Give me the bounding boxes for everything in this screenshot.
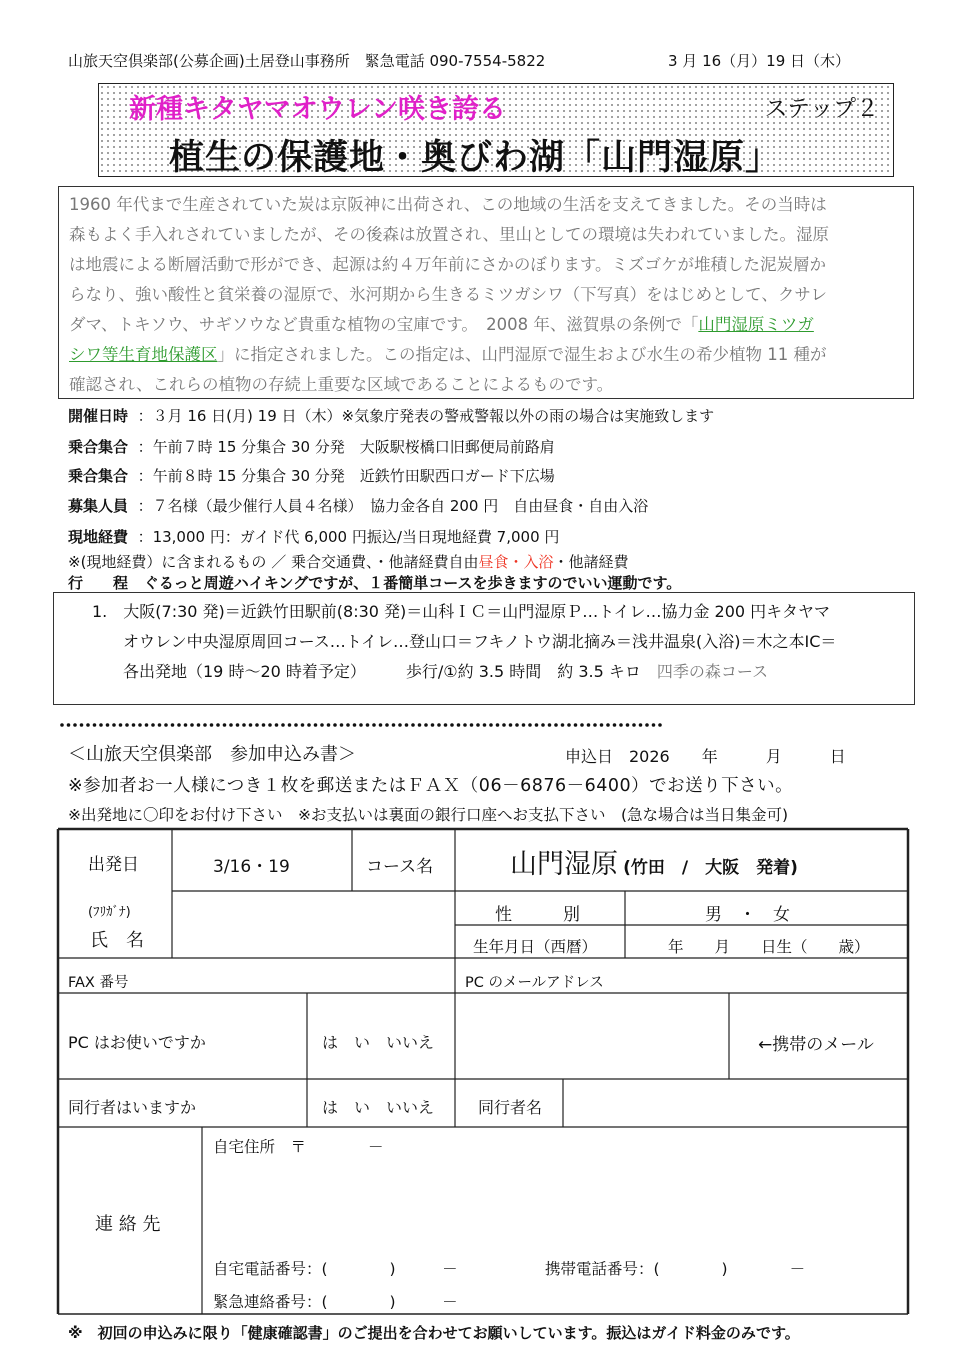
included-suffix: ・他諸経費 bbox=[553, 553, 629, 571]
home-phone-label[interactable]: 自宅電話番号：( ) － bbox=[213, 1260, 458, 1278]
companion-name-label: 同行者名 bbox=[478, 1098, 543, 1117]
meeting-point-2-label: 乗合集合 bbox=[68, 467, 129, 485]
gender-label: 性 別 bbox=[495, 905, 580, 925]
birthdate-label: 生年月日（西暦） bbox=[473, 938, 598, 956]
meeting-point-1-label: 乗合集合 bbox=[68, 438, 129, 456]
itinerary-text: 各出発地（19 時～20 時着予定） 歩行/①約 3.5 時間 約 3.5 キロ bbox=[123, 662, 657, 681]
pc-use-label: PC はお使いですか bbox=[68, 1033, 206, 1052]
mobile-phone-label[interactable]: 携帯電話番号：( ) － bbox=[545, 1260, 806, 1278]
event-date-value: ：３月 16 日(月) 19 日（木）※気象庁発表の警戒警報以外の雨の場合は実施致します bbox=[137, 407, 715, 425]
main-title: 植生の保護地・奥びわ湖「山門湿原」 bbox=[169, 138, 782, 178]
companion-name-input[interactable] bbox=[565, 1081, 906, 1125]
pc-email-label: PC のメールアドレス bbox=[465, 975, 604, 991]
included-highlight: 昼食・入浴 bbox=[478, 553, 554, 571]
meeting-point-1-value: ：午前７時 15 分集合 30 分発 大阪駅桜橋口旧郵便局前路肩 bbox=[137, 438, 555, 456]
companion-label: 同行者はいますか bbox=[68, 1098, 197, 1117]
intro-text: 」に指定されました。この指定は、山門湿原で湿生および水生の希少植物 11 種が bbox=[217, 345, 827, 364]
departure-label: 出発日 bbox=[88, 855, 139, 875]
meeting-point-2-value: ：午前８時 15 分集合 30 分発 近鉄竹田駅西口ガード下広場 bbox=[137, 467, 555, 485]
subtitle: 新種キタヤマオウレン咲き誇る bbox=[129, 94, 507, 125]
payment-note: ※出発地に〇印をお付け下さい ※お支払いは裏面の銀行口座へお支払下さい (急な場合は当日集金可) bbox=[68, 806, 789, 824]
emergency-phone-label[interactable]: 緊急連絡番号：( ) － bbox=[213, 1293, 458, 1311]
event-date-label: 開催日時 bbox=[68, 407, 129, 425]
address-label[interactable]: 自宅住所 〒 － bbox=[213, 1138, 384, 1156]
itinerary-line: オウレン中央湿原周回コース…トイレ…登山口＝フキノトウ湖北摘み＝浅井温泉(入浴)＝木之本IC＝ bbox=[123, 632, 837, 651]
itinerary-summary: ぐるっと周遊ハイキングですが、１番簡単コースを歩きますのでいい運動です。 bbox=[143, 574, 682, 592]
departure-value: 3/16・19 bbox=[213, 857, 290, 877]
course-name-field bbox=[510, 842, 798, 881]
cost-value: ：13,000 円：ガイド代 6,000 円振込/当日現地経費 7,000 円 bbox=[137, 528, 560, 546]
protected-area-link[interactable]: 山門湿原ミツガ bbox=[698, 315, 814, 334]
cut-line-divider: ･････････････････････････････････････････････････････････････････････････････････････････････ bbox=[58, 716, 663, 735]
birthdate-input[interactable]: 年 月 日生（ 歳） bbox=[668, 938, 870, 956]
intro-line: 1960 年代まで生産されていた炭は京阪神に出荷され、この地域の生活を支えてきました。その当時は bbox=[69, 195, 827, 214]
name-label: 氏 名 bbox=[90, 930, 144, 951]
mobile-email-label: ←携帯のメール bbox=[758, 1035, 874, 1055]
intro-line: は地震による断層活動で形ができ、起源は約４万年前にさかのぼります。ミズゴケが堆積した泥炭層か bbox=[69, 255, 827, 274]
organizer-info: 山旅天空倶楽部(公募企画)土居登山事務所 緊急電話 090-7554-5822 bbox=[68, 52, 546, 70]
step-label: ステップ２ bbox=[764, 96, 879, 122]
furigana-label: (ﾌﾘｶﾞﾅ) bbox=[88, 905, 131, 920]
submission-note: ※参加者お一人様につき１枚を郵送またはＦＡＸ（06－6876－6400）でお送り下さい。 bbox=[68, 776, 794, 796]
course-label: コース名 bbox=[366, 857, 434, 877]
contact-label: 連 絡 先 bbox=[95, 1214, 161, 1235]
intro-line: らなり、強い酸性と貧栄養の湿原で、氷河期から生きるミツガシワ（下写真）をはじめとして、クサレ bbox=[69, 285, 828, 304]
intro-line: 森もよく手入れされていましたが、その後森は放置され、里山としての環境は失われていました。湿原 bbox=[69, 225, 829, 244]
recruit-value: ：７名様（最少催行人員４名様） 協力金各自 200 円 自由昼食・自由入浴 bbox=[137, 497, 649, 515]
pc-use-options[interactable]: は い いいえ bbox=[322, 1033, 435, 1052]
course-departure-points: (竹田 / 大阪 発着) bbox=[623, 858, 798, 878]
gender-options[interactable]: 男 ・ 女 bbox=[705, 905, 790, 925]
course-name-text: 四季の森コース bbox=[656, 662, 769, 681]
included-prefix: ※(現地経費）に含まれるもの ／ 乗合交通費、・他諸経費自由 bbox=[68, 553, 479, 571]
course-name: 山門湿原 bbox=[510, 849, 618, 880]
companion-options[interactable]: は い いいえ bbox=[322, 1098, 435, 1117]
application-date: 申込日 2026 年 月 日 bbox=[565, 747, 846, 766]
form-heading: ＜山旅天空倶楽部 参加申込み書＞ bbox=[68, 744, 356, 765]
itinerary-label: 行 程 bbox=[68, 574, 129, 592]
footer-note: ※ 初回の申込みに限り「健康確認書」のご提出を合わせてお願いしています。振込はガイド料金のみです。 bbox=[68, 1324, 800, 1342]
pc-email-input[interactable] bbox=[457, 995, 727, 1077]
protected-area-link[interactable]: シワ等生育地保護区 bbox=[69, 345, 218, 364]
event-dates: 3 月 16（月）19 日（木） bbox=[668, 52, 851, 70]
recruit-label: 募集人員 bbox=[68, 497, 129, 515]
fax-label: FAX 番号 bbox=[68, 975, 129, 991]
cost-label: 現地経費 bbox=[68, 528, 129, 546]
intro-line: 確認され、これらの植物の存続上重要な区域であることによるものです。 bbox=[69, 375, 614, 394]
name-input[interactable] bbox=[174, 893, 453, 956]
intro-text: ダマ、トキソウ、サギソウなど貴重な植物の宝庫です。 2008 年、滋賀県の条例で「 bbox=[69, 315, 699, 334]
itinerary-line: 1. 大阪(7:30 発)＝近鉄竹田駅前(8:30 発)＝山科ＩＣ＝山門湿原Ｐ…トイレ…協力金 200 円キタヤマ bbox=[92, 602, 831, 621]
